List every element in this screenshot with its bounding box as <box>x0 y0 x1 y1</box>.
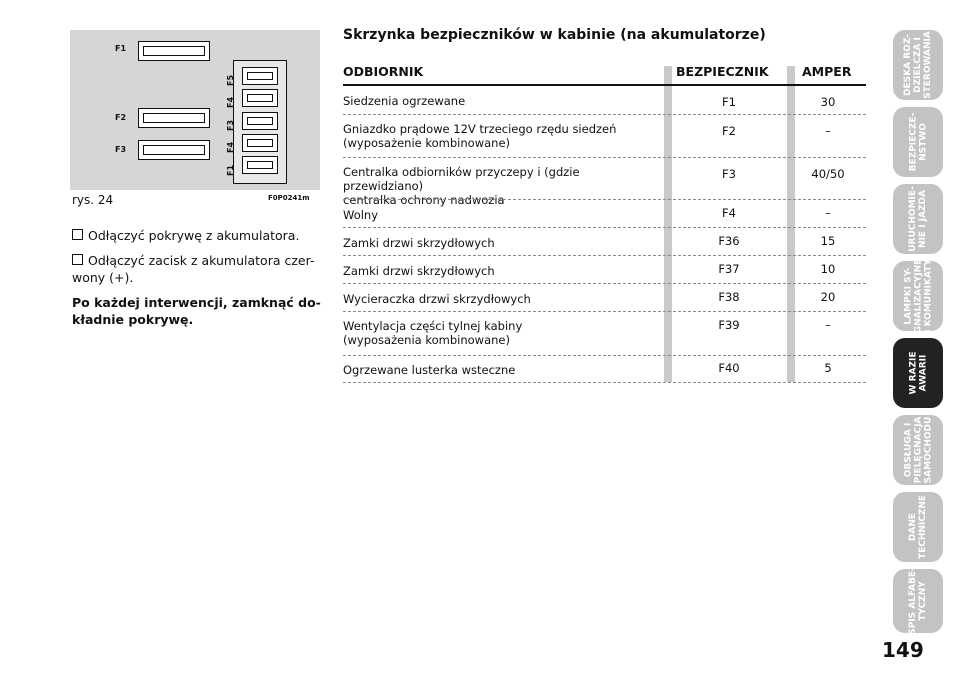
row-fuse: F37 <box>718 262 740 276</box>
row-amp: 40/50 <box>811 167 845 181</box>
row-amp: 5 <box>824 361 832 375</box>
fuse-slot-f1 <box>138 41 210 61</box>
tab-label: DANE TECHNICZNE <box>908 494 928 560</box>
checkbox-bullet-icon <box>72 229 83 240</box>
fuse-label-f2: F2 <box>115 113 127 122</box>
row-amp: – <box>825 206 831 220</box>
row-name: Siedzenia ogrzewane <box>343 94 466 108</box>
header-amper: AMPER <box>802 64 852 79</box>
row-separator <box>343 382 866 383</box>
row-separator <box>343 227 866 228</box>
row-fuse: F40 <box>718 361 740 375</box>
fuse-label-f1v: F1 <box>226 164 235 176</box>
row-separator <box>343 355 866 356</box>
row-amp: 30 <box>820 95 836 109</box>
tab-label: BEZPIECZE- ŃSTWO <box>908 112 929 172</box>
fuse-slot-f4v-b <box>242 134 278 152</box>
instruction-item <box>72 252 322 286</box>
figure-caption: rys. 24 <box>72 193 114 207</box>
row-separator <box>343 114 866 115</box>
tab-spis-alfabetyczny[interactable] <box>893 569 943 633</box>
fuse-label-f1: F1 <box>115 44 127 53</box>
row-amp: – <box>825 124 831 138</box>
fuse-label-f4v-b: F4 <box>226 141 235 153</box>
tab-uruchomienie[interactable] <box>893 184 943 254</box>
tab-label: OBSŁUGA I PIELĘGNACJA SAMOCHODU <box>903 416 933 484</box>
fuse-slot-f3v <box>242 112 278 130</box>
row-name: Wycieraczka drzwi skrzydłowych <box>343 292 531 306</box>
tab-label: W RAZIE AWARII <box>907 351 928 395</box>
row-fuse: F4 <box>722 206 736 220</box>
row-amp: 20 <box>820 290 836 304</box>
fuse-slot-f4v-a <box>242 89 278 107</box>
row-separator <box>343 283 866 284</box>
tab-dane-techniczne[interactable] <box>893 492 943 562</box>
tab-label: URUCHOMIE- NIE I JAZDA <box>908 186 928 252</box>
row-fuse: F38 <box>718 290 740 304</box>
row-name: Wentylacja części tylnej kabiny (wyposażenia kombinowane) <box>343 319 523 347</box>
tab-lampki[interactable] <box>893 258 943 334</box>
header-bezpiecznik: BEZPIECZNIK <box>676 64 769 79</box>
row-separator <box>343 311 866 312</box>
row-amp: 10 <box>820 262 836 276</box>
header-odbiornik: ODBIORNIK <box>343 64 424 79</box>
row-separator <box>343 255 866 256</box>
header-rule <box>343 84 866 86</box>
row-fuse: F2 <box>722 124 736 138</box>
fuse-slot-f1v <box>242 156 278 174</box>
page-number: 149 <box>882 638 924 662</box>
row-fuse: F1 <box>722 95 736 109</box>
tab-label: DESKA ROZ- DZIELCZA I STEROWANIA <box>903 31 933 99</box>
instruction-item <box>72 227 322 244</box>
fuse-slot-f2 <box>138 108 210 128</box>
fuse-slot-f5v <box>242 67 278 85</box>
checkbox-bullet-icon <box>72 254 83 265</box>
warning-text: Po każdej interwencji, zamknąć do-kładnie pokrywę. <box>72 295 321 327</box>
tab-obsluga[interactable] <box>893 415 943 485</box>
row-name: Zamki drzwi skrzydłowych <box>343 236 495 250</box>
row-name: Wolny <box>343 208 379 222</box>
instruction-text: Odłączyć zacisk z akumulatora czer-wony (+). <box>72 253 315 285</box>
row-name: Ogrzewane lusterka wsteczne <box>343 363 516 377</box>
row-amp: – <box>825 318 831 332</box>
fuse-label-f5v: F5 <box>226 74 235 86</box>
tab-w-razie-awarii[interactable] <box>893 338 943 408</box>
table-title: Skrzynka bezpieczników w kabinie (na akumulatorze) <box>343 27 766 43</box>
fuse-label-f4v-a: F4 <box>226 96 235 108</box>
row-fuse: F36 <box>718 234 740 248</box>
tab-deska-rozdzielcza[interactable] <box>893 30 943 100</box>
row-name: Gniazdko prądowe 12V trzeciego rzędu siedzeń (wyposażenie kombinowane) <box>343 122 617 150</box>
tab-bezpieczenstwo[interactable] <box>893 107 943 177</box>
figure-code: F0P0241m <box>268 194 310 202</box>
tab-label: SPIS ALFABE- TYCZNY <box>908 567 929 635</box>
row-fuse: F39 <box>718 318 740 332</box>
fuse-label-f3v: F3 <box>226 119 235 131</box>
instruction-text: Odłączyć pokrywę z akumulatora. <box>88 228 300 243</box>
fuse-label-f3: F3 <box>115 145 127 154</box>
row-separator <box>343 157 866 158</box>
tab-label: LAMPKI SY- GNALIZACYJNE I KOMUNIKATY <box>903 258 933 334</box>
row-name: Zamki drzwi skrzydłowych <box>343 264 495 278</box>
fuse-slot-f3 <box>138 140 210 160</box>
row-fuse: F3 <box>722 167 736 181</box>
row-name: Centralka odbiorników przyczepy i (gdzie przewidziano) centralka ochrony nadwozia <box>343 165 580 207</box>
fuse-box-figure <box>70 30 320 190</box>
row-amp: 15 <box>820 234 836 248</box>
row-separator <box>343 199 866 200</box>
